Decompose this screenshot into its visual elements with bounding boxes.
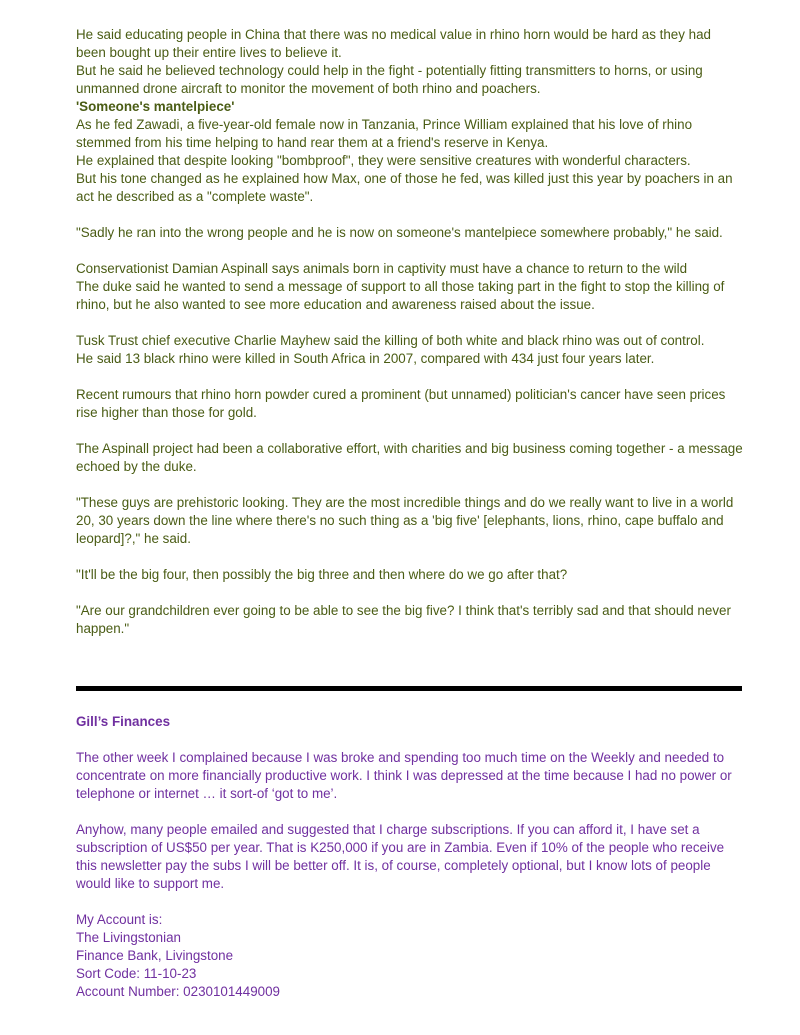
article-paragraph-10: "Are our grandchildren ever going to be able to see the big five? I think that's terribly sad and that should never happen."	[76, 603, 731, 636]
account-sort-code-line: Sort Code: 11-10-23	[76, 966, 197, 981]
finances-paragraph-1: The other week I complained because I was broke and spending too much time on the Weekly and needed to concentrate on more financially productive work. I think I was depressed at the time because I had no power or telephone or internet … it sort-of ‘got to me’.	[76, 750, 732, 801]
article-paragraph-6: Recent rumours that rhino horn powder cured a prominent (but unnamed) politician's cancer have seen prices rise higher than those for gold.	[76, 387, 726, 420]
article-paragraph-2-line-2: He explained that despite looking "bombproof", they were sensitive creatures with wonderful characters.	[76, 153, 691, 168]
article-paragraph-9: "It'll be the big four, then possibly the big three and then where do we go after that?	[76, 567, 568, 582]
account-name-line: The Livingstonian	[76, 930, 181, 945]
article-paragraph-3: "Sadly he ran into the wrong people and he is now on someone's mantelpiece somewhere probably," he said.	[76, 225, 723, 240]
article-paragraph-2-line-1: As he fed Zawadi, a five-year-old female now in Tanzania, Prince William explained that his love of rhino stemmed from his time helping to hand rear them at a friend's reserve in Kenya.	[76, 117, 693, 150]
finances-section	[76, 713, 744, 1001]
finances-paragraph-2: Anyhow, many people emailed and suggested that I charge subscriptions. If you can afford it, I have set a subscription of US$50 per year. That is K250,000 if you are in Zambia. Even if 10% of the people who receive this newsletter pay the subs I will be better off. It is, of course, completely optional, but I know lots of people would like to support me.	[76, 822, 725, 891]
article-paragraph-2-line-3: But his tone changed as he explained how Max, one of those he fed, was killed just this year by poachers in an act he described as a "complete waste".	[76, 171, 733, 204]
article-paragraph-8: "These guys are prehistoric looking. They are the most incredible things and do we really want to live in a world 20, 30 years down the line where there's no such thing as a 'big five' [elephants, lions, rhino, cape buffalo and leopard]?," he said.	[76, 495, 734, 546]
article-section	[76, 26, 744, 638]
article-paragraph-1-line-1: He said educating people in China that there was no medical value in rhino horn would be hard as they had been bought up their entire lives to believe it.	[76, 27, 711, 60]
article-paragraph-5-line-2: He said 13 black rhino were killed in South Africa in 2007, compared with 434 just four years later.	[76, 351, 655, 366]
account-bank-line: Finance Bank, Livingstone	[76, 948, 234, 963]
finances-heading: Gill’s Finances	[76, 714, 171, 729]
article-paragraph-5-line-1: Tusk Trust chief executive Charlie Mayhew said the killing of both white and black rhino was out of control.	[76, 333, 705, 348]
account-intro-line: My Account is:	[76, 912, 163, 927]
account-details	[76, 911, 744, 1001]
article-paragraph-1-line-2: But he said he believed technology could help in the fight - potentially fitting transmitters to horns, or using unmanned drone aircraft to monitor the movement of both rhino and poachers.	[76, 63, 703, 96]
article-paragraph-4-line-2: The duke said he wanted to send a message of support to all those taking part in the fight to stop the killing of rhino, but he also wanted to see more education and awareness raised about the issue.	[76, 279, 725, 312]
account-number-line: Account Number: 0230101449009	[76, 984, 280, 999]
article-paragraph-4-line-1: Conservationist Damian Aspinall says animals born in captivity must have a chance to return to the wild	[76, 261, 688, 276]
article-paragraph-7: The Aspinall project had been a collaborative effort, with charities and big business coming together - a message echoed by the duke.	[76, 441, 743, 474]
article-subheading: 'Someone's mantelpiece'	[76, 99, 235, 114]
section-divider	[76, 686, 742, 691]
